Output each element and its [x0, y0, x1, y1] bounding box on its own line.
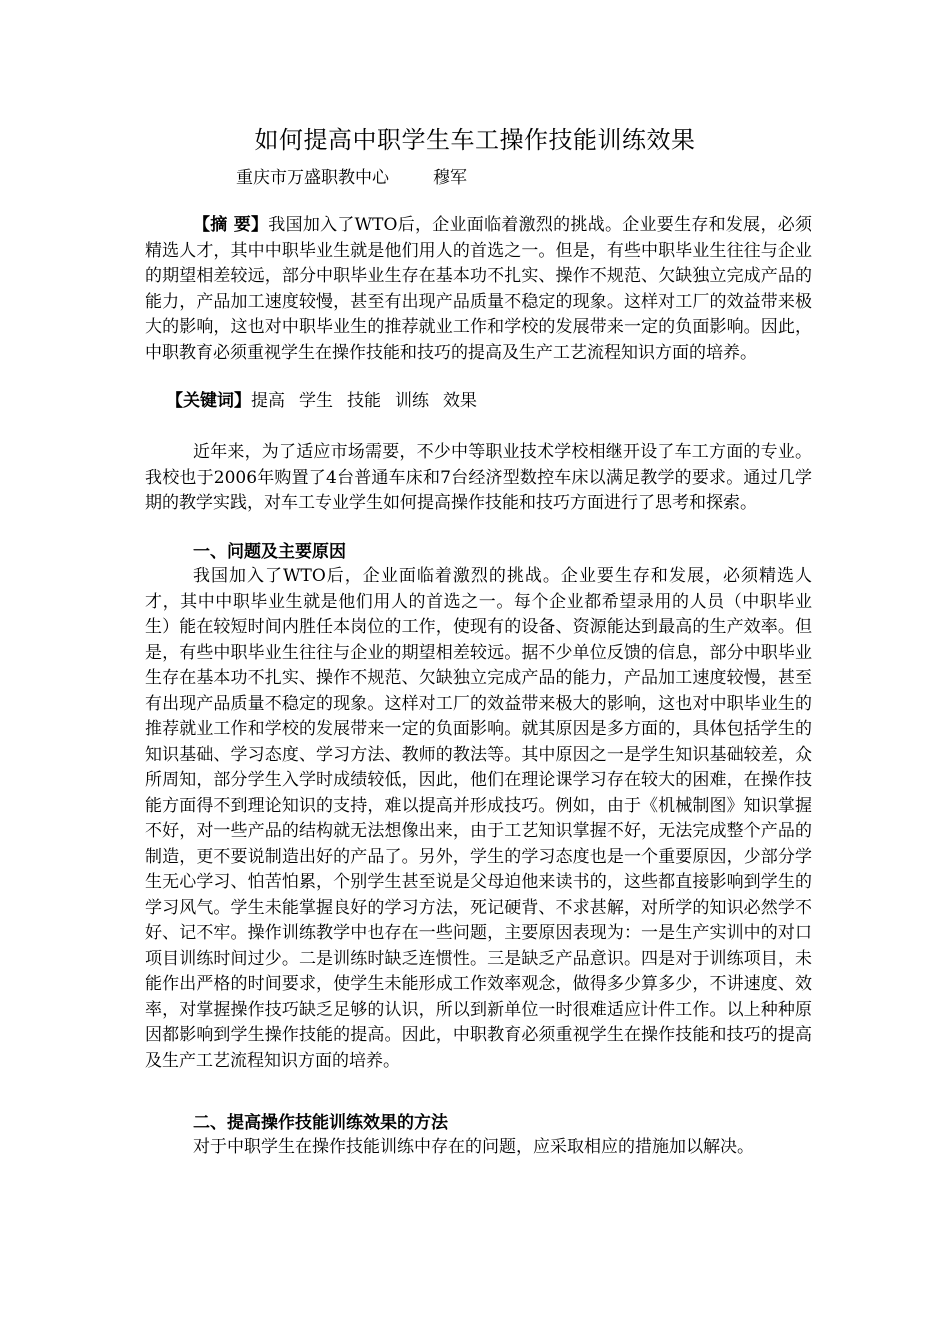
- intro-paragraph: 近年来，为了适应市场需要，不少中等职业技术学校相继开设了车工方面的专业。我校也于2006年购置了4台普通车床和7台经济型数控车床以满足教学的要求。通过几学期的教学实践，对车工专业学生如何提高操作技能和技巧方面进行了思考和探索。: [145, 442, 812, 513]
- document-title: 如何提高中职学生车工操作技能训练效果: [254, 126, 696, 154]
- abstract-paragraph: [145, 213, 812, 366]
- section1-heading: 一、问题及主要原因: [193, 542, 346, 562]
- keywords-line: [166, 389, 806, 415]
- author-organization: 重庆市万盛职教中心: [236, 168, 389, 188]
- abstract-label: 【摘 要】: [193, 215, 269, 235]
- keywords-label: 【关键词】: [166, 391, 251, 411]
- keyword-item: 训练: [395, 391, 429, 411]
- section2-heading: 二、提高操作技能训练效果的方法: [193, 1113, 448, 1133]
- section1-paragraph: 我国加入了WTO后，企业面临着激烈的挑战。企业要生存和发展，必须精选人才，其中中职毕业生就是他们用人的首选之一。每个企业都希望录用的人员（中职毕业生）能在较短时间内胜任本岗位的工作，使现有的设备、资源能达到最高的生产效率。但是，有些中职毕业生往往与企业的期望相差较远。据不少单位反馈的信息，部分中职毕业生存在基本功不扎实、操作不规范、欠缺独立完成产品的能力，产品加工速度较慢，甚至有出现产品质量不稳定的现象。这样对工厂的效益带来极大的影响，这也对中职毕业生的推荐就业工作和学校的发展带来一定的负面影响。就其原因是多方面的，具体包括学生的知识基础、学习态度、学习方法、教师的教法等。其中原因之一是学生知识基础较差，众所周知，部分学生入学时成绩较低，因此，他们在理论课学习存在较大的困难，在操作技能方面得不到理论知识的支持，难以提高并形成技巧。例如，由于《机械制图》知识掌握不好，对一些产品的结构就无法想像出来，由于工艺知识掌握不好，无法完成整个产品的制造，更不要说制造出好的产品了。另外，学生的学习态度也是一个重要原因，少部分学生无心学习、怕苦怕累，个别学生甚至说是父母迫他来读书的，这些都直接影响到学生的学习风气。学生未能掌握良好的学习方法，死记硬背、不求甚解，对所学的知识必然学不好、记不牢。操作训练教学中也存在一些问题，主要原因表现为：一是生产实训中的对口项目训练时间过少。二是训练时缺乏连惯性。三是缺乏产品意识。四是对于训练项目，未能作出严格的时间要求，使学生未能形成工作效率观念，做得多少算多少，不讲速度、效率，对掌握操作技巧缺乏足够的认识，所以到新单位一时很难适应计件工作。以上种种原因都影响到学生操作技能的提高。因此，中职教育必须重视学生在操作技能和技巧的提高及生产工艺流程知识方面的培养。: [145, 566, 812, 1071]
- section2-paragraph: 对于中职学生在操作技能训练中存在的问题，应采取相应的措施加以解决。: [193, 1137, 754, 1157]
- keyword-item: 学生: [299, 391, 333, 411]
- abstract-text: 我国加入了WTO后，企业面临着激烈的挑战。企业要生存和发展，必须精选人才，其中中职毕业生就是他们用人的首选之一。但是，有些中职毕业生往往与企业的期望相差较远，部分中职毕业生存在基本功不扎实、操作不规范、欠缺独立完成产品的能力，产品加工速度较慢，甚至有出现产品质量不稳定的现象。这样对工厂的效益带来极大的影响，这也对中职毕业生的推荐就业工作和学校的发展带来一定的负面影响。因此，中职教育必须重视学生在操作技能和技巧的提高及生产工艺流程知识方面的培养。: [145, 215, 813, 363]
- keyword-item: 技能: [347, 391, 381, 411]
- keyword-item: 提高: [251, 391, 285, 411]
- keyword-item: 效果: [443, 391, 477, 411]
- author-line: [236, 165, 467, 191]
- author-name: 穆军: [433, 168, 467, 188]
